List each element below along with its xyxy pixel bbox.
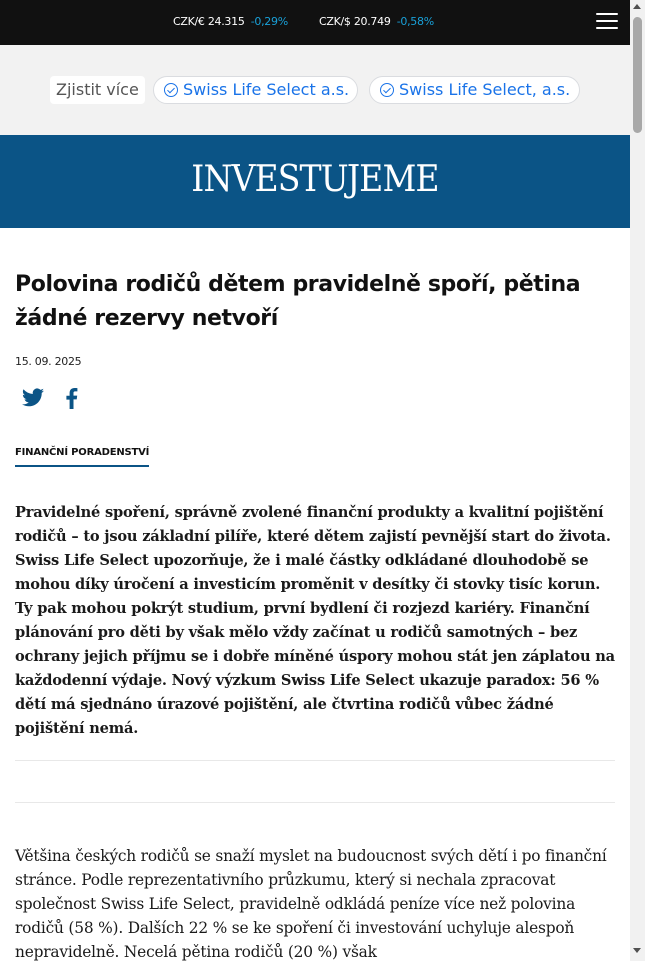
ticker-usd-change: -0,58% [396,15,434,28]
ticker-eur-rate: CZK/€ 24.315 [173,15,245,28]
divider [15,760,615,761]
page-scrollbar[interactable] [630,0,645,961]
scroll-down-arrow-icon[interactable] [633,948,641,953]
ad-strip [0,45,630,135]
scroll-up-arrow-icon[interactable] [633,4,641,9]
ad-learn-more-label[interactable]: Zjistit více [50,76,145,104]
twitter-icon[interactable] [21,386,45,410]
ad-chip-label: Swiss Life Select, a.s. [399,80,571,99]
ad-chip-swiss-life-2[interactable] [369,76,580,104]
ticker-item-eur[interactable] [173,15,288,28]
ticker-usd-rate: CZK/$ 20.749 [319,15,391,28]
brand-banner [0,135,630,228]
ticker-item-usd[interactable] [319,15,434,28]
facebook-icon[interactable] [60,386,84,410]
article-category-link[interactable]: FINANČNÍ PORADENSTVÍ [15,447,149,467]
ad-chip-label: Swiss Life Select a.s. [183,80,350,99]
ticker-eur-change: -0,29% [250,15,288,28]
arrow-circle-icon [380,83,394,97]
article-body-paragraph: Většina českých rodičů se snaží myslet na budoucnost svých dětí i po finanční stránce. Podle reprezentativního průzkumu, který si nechala zpracovat společnost Swiss Life Select, pravidelně odkládá peníze více než polovina rodičů (58 %). Dalších 22 % se ke spoření či investování uchyluje alespoň nepravidelně. Necelá pětina rodičů (20 %) však [15,847,607,961]
scrollbar-thumb[interactable] [633,17,642,133]
hamburger-icon[interactable] [596,13,618,31]
arrow-circle-icon [164,83,178,97]
article-date: 15. 09. 2025 [15,355,82,368]
article-lead: Pravidelné spoření, správně zvolené finanční produkty a kvalitní pojištění rodičů – to jsou základní pilíře, které dětem zajistí pevnější start do života. Swiss Life Select upozorňuje, že i malé částky odkládané dlouhodobě se mohou díky úročení a investicím proměnit v desítky či stovky tisíc korun. Ty pak mohou pokrýt studium, první bydlení či rozjezd kariéry. Finanční plánování pro děti by však mělo vždy začínat u rodičů samotných – bez ochrany jejich příjmu se i dobře míněné úspory mohou stát jen záplatou na každodenní výdaje. Nový výzkum Swiss Life Select ukazuje paradox: 56 % dětí má sjednáno úrazové pojištění, ale čtvrtina rodičů vůbec žádné pojištění nemá. [15,504,615,737]
ad-chip-swiss-life-1[interactable] [153,76,358,104]
divider [15,802,615,803]
article-title: Polovina rodičů dětem pravidelně spoří, pětina žádné rezervy netvoří [15,272,581,331]
currency-ticker-bar [0,0,630,45]
site-logo[interactable]: INVESTUJEME [191,159,439,200]
